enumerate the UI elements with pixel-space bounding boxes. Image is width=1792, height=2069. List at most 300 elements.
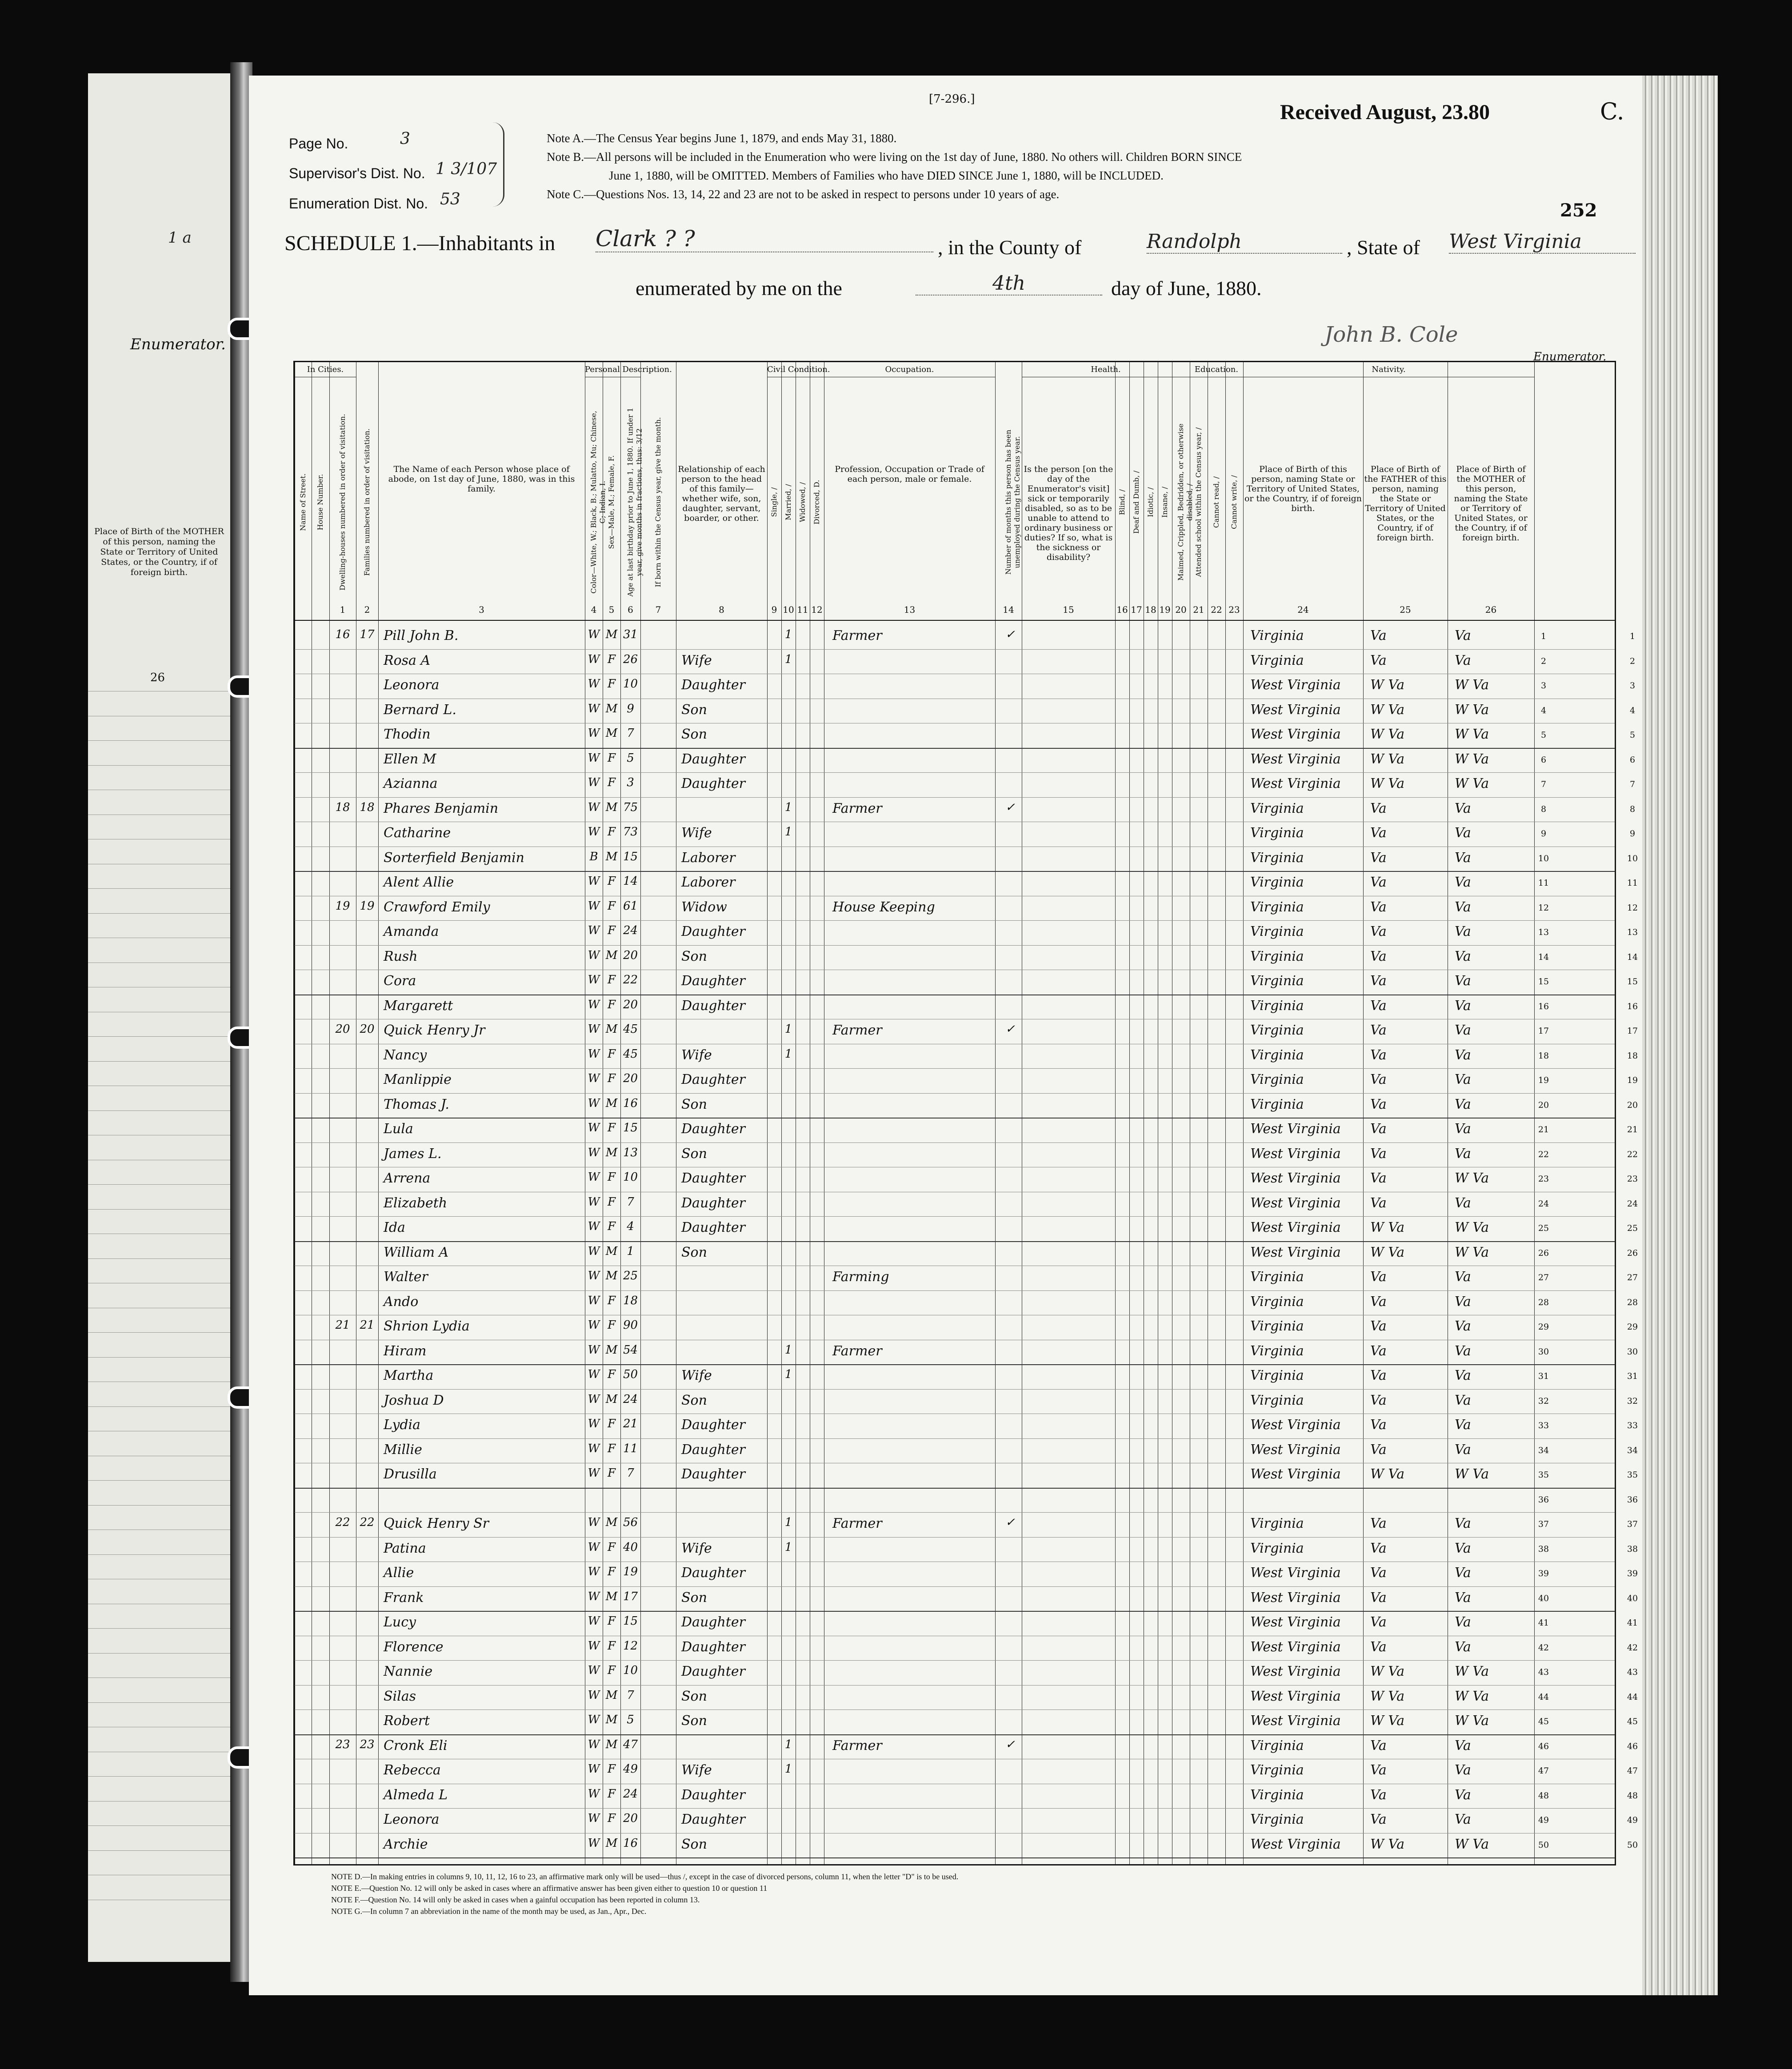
cell-bm: W Va: [1455, 776, 1489, 791]
row-number: 40: [1538, 1593, 1549, 1603]
cell-name: Thodin: [384, 727, 431, 742]
cell-color: W: [588, 1466, 600, 1480]
column-number: 8: [719, 604, 724, 615]
cell-name: William A: [384, 1244, 449, 1260]
cell-bf: Va: [1370, 1737, 1387, 1753]
row-number: 19: [1538, 1075, 1549, 1085]
column-rule: [378, 362, 379, 1864]
cell-name: Cora: [384, 973, 416, 989]
county-label: , in the County of: [938, 236, 1082, 259]
cell-name: Thomas J.: [384, 1096, 449, 1112]
cell-name: Catharine: [384, 825, 451, 841]
cell-name: Rush: [384, 948, 418, 964]
cell-bm: Va: [1455, 1318, 1471, 1334]
cell-sick: ✓: [1005, 800, 1015, 814]
cell-sex: F: [607, 677, 616, 691]
row-number-margin: 27: [1627, 1273, 1638, 1282]
cell-bm: Va: [1455, 825, 1471, 841]
cell-bp: West Virginia: [1250, 1442, 1341, 1458]
cell-rel: Laborer: [681, 850, 736, 866]
cell-sex: M: [605, 1713, 618, 1726]
cell-name: Alent Allie: [384, 875, 454, 890]
cell-color: W: [588, 1269, 600, 1282]
cell-bf: W Va: [1370, 1836, 1405, 1852]
cell-bm: W Va: [1455, 1170, 1489, 1186]
cell-sex: F: [607, 1664, 616, 1677]
cell-bm: Va: [1455, 1096, 1471, 1112]
cell-color: W: [588, 924, 600, 937]
cell-name: Rebecca: [384, 1762, 441, 1778]
row-rule: [295, 1364, 1615, 1365]
column-rule: [767, 362, 768, 1864]
cell-sex: F: [607, 1762, 616, 1776]
row-number-margin: 19: [1627, 1075, 1638, 1085]
column-header-name: The Name of each Person whose place of abode, on 1st day of June, 1880, was in this family.: [388, 464, 575, 494]
cell-sex: F: [607, 1614, 616, 1628]
row-number: 1: [1540, 631, 1547, 641]
cell-bm: Va: [1455, 973, 1471, 989]
cell-sex: F: [607, 1220, 616, 1233]
cell-age: 5: [627, 751, 634, 765]
row-number-margin: 12: [1627, 903, 1638, 913]
column-header-cannot-read: Cannot read, /: [1212, 476, 1220, 528]
cell-rel: Daughter: [681, 1812, 745, 1827]
cell-name: Margarett: [384, 998, 453, 1014]
row-number: 23: [1538, 1174, 1549, 1184]
cell-name: Patina: [384, 1540, 426, 1556]
column-rule: [1534, 362, 1535, 1864]
cell-rel: Daughter: [681, 998, 745, 1014]
column-group-civil: Civil Condition.: [767, 365, 824, 377]
cell-rel: Daughter: [681, 1220, 745, 1235]
cell-bm: Va: [1455, 652, 1471, 668]
cell-color: W: [588, 628, 600, 641]
cell-age: 61: [623, 899, 638, 913]
cell-bf: Va: [1370, 1565, 1387, 1581]
row-number-margin: 8: [1629, 804, 1636, 814]
cell-fam: 21: [360, 1318, 375, 1332]
cell-fam: 17: [360, 628, 375, 641]
cell-bm: Va: [1455, 628, 1471, 643]
cell-color: W: [588, 1343, 600, 1357]
column-group-in-cities: In Cities.: [295, 365, 356, 377]
cell-bp: Virginia: [1250, 1269, 1304, 1285]
cell-age: 40: [623, 1540, 638, 1554]
schedule-title: SCHEDULE 1.—Inhabitants in: [284, 232, 556, 255]
column-rule: [1115, 362, 1116, 1864]
cell-age: 7: [627, 1688, 634, 1702]
cell-age: 20: [623, 1812, 638, 1825]
cell-bf: W Va: [1370, 1466, 1405, 1482]
cell-bp: Virginia: [1250, 1023, 1304, 1038]
column-header-blind: Blind, /: [1118, 489, 1126, 515]
cell-mar: 1: [784, 1737, 792, 1751]
column-number: 22: [1211, 604, 1222, 615]
column-header-month-born: If born within the Census year, give the month.: [654, 417, 662, 587]
cell-bm: Va: [1455, 1812, 1471, 1827]
cell-bp: West Virginia: [1250, 1466, 1341, 1482]
row-number-margin: 14: [1627, 952, 1638, 962]
column-header-single: Single, /: [770, 487, 778, 517]
cell-name: Quick Henry Jr: [384, 1023, 485, 1038]
column-header-relationship: Relationship of each person to the head of this family—whether wife, son, daughter, servant, boarder, or other.: [678, 464, 765, 523]
cell-bm: Va: [1455, 1269, 1471, 1285]
row-number-margin: 37: [1627, 1519, 1638, 1529]
cell-age: 7: [627, 727, 634, 740]
cell-bm: Va: [1455, 1146, 1471, 1162]
row-rule: [295, 1685, 1615, 1686]
row-number: 39: [1538, 1569, 1549, 1578]
cell-sex: F: [607, 1466, 616, 1480]
cell-name: Amanda: [384, 924, 439, 939]
cell-bp: Virginia: [1250, 800, 1304, 816]
cell-bf: Va: [1370, 1787, 1387, 1803]
cell-color: W: [588, 948, 600, 962]
cell-color: W: [588, 776, 600, 789]
cell-color: W: [588, 1565, 600, 1578]
row-number: 25: [1538, 1223, 1549, 1233]
cell-dw: 19: [335, 899, 350, 913]
cell-age: 24: [623, 1787, 638, 1801]
cell-bp: West Virginia: [1250, 727, 1341, 742]
column-header-school: Attended school within the Census year, /: [1194, 427, 1203, 577]
cell-sex: F: [607, 1294, 616, 1307]
row-rule: [295, 1438, 1615, 1439]
cell-bf: Va: [1370, 998, 1387, 1014]
cell-age: 20: [623, 1072, 638, 1085]
row-number: 35: [1538, 1470, 1549, 1480]
cell-sex: M: [605, 1023, 618, 1036]
row-number-margin: 29: [1627, 1322, 1638, 1332]
cell-age: 10: [623, 1170, 638, 1184]
cell-age: 15: [623, 850, 638, 863]
row-number: 5: [1540, 730, 1547, 740]
cell-age: 12: [623, 1639, 638, 1653]
row-number: 36: [1538, 1494, 1549, 1505]
cell-name: Ellen M: [384, 751, 436, 767]
row-number-margin: 28: [1627, 1297, 1638, 1307]
cell-bm: W Va: [1455, 1688, 1489, 1704]
cell-bm: Va: [1455, 1294, 1471, 1310]
cell-rel: Daughter: [681, 1121, 745, 1137]
cell-mar: 1: [784, 800, 792, 814]
cell-sex: F: [607, 1787, 616, 1801]
column-number: 16: [1116, 604, 1128, 615]
cell-sex: M: [605, 1392, 618, 1406]
column-header-sex: Sex—Male, M.; Female, F.: [607, 455, 616, 549]
row-rule: [295, 797, 1615, 798]
column-rule: [995, 362, 996, 1864]
cell-name: Walter: [384, 1269, 428, 1285]
cell-bf: W Va: [1370, 677, 1405, 693]
cell-name: Crawford Emily: [384, 899, 490, 915]
column-rule: [781, 362, 782, 1864]
cell-bp: Virginia: [1250, 948, 1304, 964]
cell-rel: Wife: [681, 1368, 712, 1383]
column-header-street: Name of Street.: [299, 473, 307, 531]
cell-bf: W Va: [1370, 1244, 1405, 1260]
row-number-margin: 46: [1627, 1741, 1638, 1751]
cell-occ: Farming: [832, 1269, 889, 1285]
cell-sex: F: [607, 1565, 616, 1578]
header-rule: [295, 620, 1615, 621]
cell-bf: Va: [1370, 850, 1387, 866]
cell-bf: Va: [1370, 1294, 1387, 1310]
cell-age: 73: [623, 825, 638, 839]
column-header-months-unemployed: Number of months this person has been unemployed during the Census year.: [1004, 429, 1021, 575]
cell-bf: Va: [1370, 1812, 1387, 1827]
row-number-margin: 10: [1627, 853, 1638, 863]
cell-bp: West Virginia: [1250, 1121, 1341, 1137]
cell-sick: ✓: [1005, 628, 1015, 641]
cell-bf: Va: [1370, 1023, 1387, 1038]
row-number: 24: [1538, 1198, 1549, 1209]
cell-mar: 1: [784, 1343, 792, 1357]
cell-age: 26: [623, 652, 638, 666]
row-number-margin: 25: [1627, 1223, 1638, 1233]
row-number: 7: [1540, 779, 1547, 789]
cell-bf: Va: [1370, 1343, 1387, 1359]
corner-mark: C.: [1600, 99, 1624, 125]
cell-bp: West Virginia: [1250, 677, 1341, 693]
cell-age: 7: [627, 1195, 634, 1209]
cell-color: W: [588, 1787, 600, 1801]
cell-name: Elizabeth: [384, 1195, 448, 1211]
cell-sex: F: [607, 1442, 616, 1455]
cell-bp: Virginia: [1250, 973, 1304, 989]
supervisor-district-value: 1 3/107: [436, 160, 497, 178]
row-number-margin: 16: [1627, 1001, 1638, 1011]
row-number: 4: [1540, 705, 1547, 715]
cell-rel: Wife: [681, 825, 712, 841]
cell-bf: Va: [1370, 1195, 1387, 1211]
cell-name: Lula: [384, 1121, 413, 1137]
column-header-dwelling: Dwelling-houses numbered in order of visitation.: [338, 414, 347, 591]
cell-age: 47: [623, 1737, 638, 1751]
cell-bm: Va: [1455, 1368, 1471, 1383]
cell-bp: Virginia: [1250, 1096, 1304, 1112]
cell-age: 75: [623, 800, 638, 814]
cell-bp: West Virginia: [1250, 776, 1341, 791]
cell-color: W: [588, 998, 600, 1011]
row-rule: [295, 1241, 1615, 1242]
left-row-rule: [88, 1110, 230, 1111]
row-rule: [295, 1660, 1615, 1661]
row-rule: [295, 1512, 1615, 1513]
cell-age: 19: [623, 1565, 638, 1578]
left-row-rule: [88, 1505, 230, 1506]
row-number: 27: [1538, 1273, 1549, 1282]
cell-bm: W Va: [1455, 1220, 1489, 1235]
cell-name: Pill John B.: [384, 628, 459, 643]
cell-sex: M: [605, 628, 618, 641]
column-header-house: House Number.: [316, 474, 324, 531]
cell-bm: W Va: [1455, 677, 1489, 693]
cell-color: W: [588, 1244, 600, 1258]
row-number-margin: 50: [1627, 1840, 1638, 1850]
cell-rel: Son: [681, 1590, 707, 1606]
cell-occ: Farmer: [832, 800, 882, 816]
row-number-margin: 6: [1629, 755, 1636, 765]
row-number: 16: [1538, 1001, 1549, 1011]
cell-bm: Va: [1455, 924, 1471, 939]
cell-bf: Va: [1370, 1318, 1387, 1334]
cell-bp: West Virginia: [1250, 1614, 1341, 1630]
row-number: 18: [1538, 1050, 1549, 1061]
cell-name: Sorterfield Benjamin: [384, 850, 524, 866]
cell-name: Bernard L.: [384, 702, 456, 718]
cell-bm: Va: [1455, 1392, 1471, 1408]
received-stamp: Received August, 23.80: [1280, 100, 1490, 124]
row-rule: [295, 1734, 1615, 1735]
row-number: 38: [1538, 1544, 1549, 1554]
cell-rel: Son: [681, 948, 707, 964]
cell-bm: Va: [1455, 1023, 1471, 1038]
cell-bm: W Va: [1455, 1244, 1489, 1260]
cell-name: Hiram: [384, 1343, 427, 1359]
cell-bf: Va: [1370, 1121, 1387, 1137]
cell-occ: Farmer: [832, 1516, 882, 1531]
row-number: 10: [1538, 853, 1549, 863]
cell-age: 20: [623, 948, 638, 962]
row-number-margin: 38: [1627, 1544, 1638, 1554]
column-number: 11: [797, 604, 808, 615]
row-number: 42: [1538, 1642, 1549, 1653]
cell-mar: 1: [784, 652, 792, 666]
cell-age: 18: [623, 1294, 638, 1307]
row-rule: [295, 1093, 1615, 1094]
cell-age: 15: [623, 1121, 638, 1134]
row-number-margin: 2: [1629, 656, 1636, 666]
left-row-rule: [88, 888, 230, 889]
row-number-margin: 7: [1629, 779, 1636, 789]
note-d: NOTE D.—In making entries in columns 9, 10, 11, 12, 16 to 23, an affirmative mark only will be used—thus /, except in the case of divorced persons, column 11, when the letter "D" is to be used.: [331, 1872, 959, 1881]
cell-bm: Va: [1455, 1047, 1471, 1063]
cell-bp: West Virginia: [1250, 1836, 1341, 1852]
cell-name: Silas: [384, 1688, 416, 1704]
row-number-margin: 13: [1627, 927, 1638, 937]
cell-bm: Va: [1455, 1590, 1471, 1606]
cell-sex: F: [607, 1072, 616, 1085]
cell-mar: 1: [784, 1762, 792, 1776]
row-number-margin: 18: [1627, 1050, 1638, 1061]
row-rule: [295, 1216, 1615, 1217]
column-header-deaf: Deaf and Dumb, /: [1132, 470, 1140, 534]
cell-name: Archie: [384, 1836, 428, 1852]
row-number-margin: 49: [1627, 1815, 1638, 1825]
column-header-insane: Insane, /: [1160, 487, 1169, 518]
cell-color: W: [588, 1368, 600, 1381]
row-number: 13: [1538, 927, 1549, 937]
row-number-margin: 33: [1627, 1421, 1638, 1430]
cell-sex: F: [607, 924, 616, 937]
cell-rel: Son: [681, 702, 707, 718]
cell-sick: ✓: [1005, 1737, 1015, 1751]
cell-bp: Virginia: [1250, 1540, 1304, 1556]
cell-color: W: [588, 1713, 600, 1726]
cell-bp: Virginia: [1250, 924, 1304, 939]
cell-bf: Va: [1370, 899, 1387, 915]
census-table: [293, 361, 1638, 1865]
cell-sex: F: [607, 1639, 616, 1653]
row-number: 20: [1538, 1100, 1549, 1110]
column-rule: [640, 362, 641, 1864]
cell-color: W: [588, 727, 600, 740]
left-row-rule: [88, 1653, 230, 1654]
row-number-margin: 24: [1627, 1198, 1638, 1209]
cell-age: 14: [623, 875, 638, 888]
note-f: NOTE F.—Question No. 14 will only be asked in cases when a gainful occupation has been reported in column 13.: [331, 1895, 700, 1904]
left-col-header: Place of Birth of the MOTHER of this person, naming the State or Territory of United States, or the Country, if of foreign birth.: [94, 527, 224, 577]
cell-name: Ando: [384, 1294, 419, 1310]
cell-name: Leonora: [384, 1812, 440, 1827]
cell-bm: Va: [1455, 899, 1471, 915]
cell-bm: Va: [1455, 1343, 1471, 1359]
day-suffix: day of June, 1880.: [1111, 277, 1262, 300]
cell-bp: West Virginia: [1250, 1688, 1341, 1704]
cell-sex: M: [605, 1146, 618, 1159]
cell-name: Robert: [384, 1713, 430, 1729]
column-rule: [1225, 362, 1226, 1864]
row-number-margin: 36: [1627, 1494, 1638, 1505]
cell-color: W: [588, 1590, 600, 1603]
footer-notes: [331, 1871, 958, 1917]
cell-bp: Virginia: [1250, 899, 1304, 915]
cell-age: 22: [623, 973, 638, 987]
column-header-family: Families numbered in order of visitation.: [363, 428, 371, 576]
row-number-margin: 20: [1627, 1100, 1638, 1110]
row-number: 11: [1538, 878, 1549, 888]
cell-name: Nancy: [384, 1047, 427, 1063]
cell-bp: Virginia: [1250, 825, 1304, 841]
cell-rel: Son: [681, 1688, 707, 1704]
cell-rel: Daughter: [681, 1614, 745, 1630]
cell-bf: W Va: [1370, 1664, 1405, 1679]
cell-age: 9: [627, 702, 634, 715]
row-rule: [295, 1068, 1615, 1069]
cell-bm: W Va: [1455, 1713, 1489, 1729]
state-value: West Virginia: [1449, 230, 1636, 254]
row-rule: [295, 649, 1615, 650]
cell-rel: Widow: [681, 899, 727, 915]
enumerated-label: enumerated by me on the: [636, 277, 842, 300]
left-row-rule: [88, 1480, 230, 1481]
cell-age: 4: [627, 1220, 634, 1233]
cell-name: Martha: [384, 1368, 434, 1383]
cell-color: W: [588, 1639, 600, 1653]
cell-name: Cronk Eli: [384, 1737, 448, 1753]
column-header-birth-mother: Place of Birth of the MOTHER of this person, naming the State or Territory of United States, or the Country, if of foreign birth.: [1454, 464, 1528, 543]
column-number: 23: [1228, 604, 1240, 615]
left-row-rule: [88, 1554, 230, 1555]
cell-bf: Va: [1370, 800, 1387, 816]
cell-occ: Farmer: [832, 1343, 882, 1359]
cell-bm: Va: [1455, 1737, 1471, 1753]
column-header-sick: Is the person [on the day of the Enumerator's visit] sick or temporarily disabled, so as to be unable to attend to ordinary business or duties? If so, what is the sickness or disability?: [1024, 464, 1113, 562]
cell-rel: Son: [681, 1713, 707, 1729]
column-number: 10: [783, 604, 794, 615]
cell-age: 45: [623, 1047, 638, 1061]
cell-sex: M: [605, 727, 618, 740]
column-number: 17: [1131, 604, 1142, 615]
column-rule: [1129, 362, 1130, 1864]
cell-bp: Virginia: [1250, 1392, 1304, 1408]
cell-rel: Daughter: [681, 776, 745, 791]
row-number: 48: [1538, 1790, 1549, 1801]
cell-fam: 19: [360, 899, 375, 913]
left-row-rule: [88, 1702, 230, 1703]
cell-sex: F: [607, 1812, 616, 1825]
